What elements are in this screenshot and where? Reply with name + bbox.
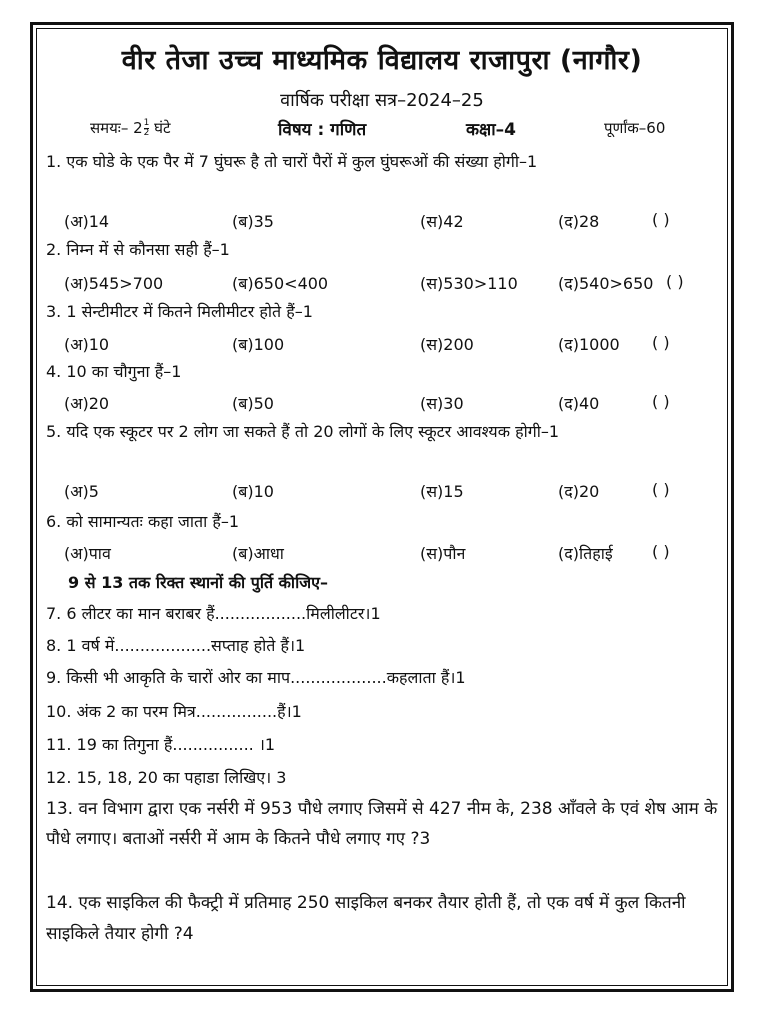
option-d: (द)28: [558, 212, 600, 231]
question-5: 5. यदि एक स्कूटर पर 2 लोग जा सकते हैं तो 20 लोगों के लिए स्कूटर आवश्यक होगी–1: [46, 422, 560, 441]
question-14: 14. एक साइकिल की फैक्ट्री में प्रतिमाह 250 साइकिल बनकर तैयार होती हैं, तो एक वर्ष में कुल कितनी साइकिले तैयार होगी ?4: [46, 893, 686, 944]
option-a: (अ)20: [64, 394, 110, 413]
question-6: 6. को सामान्यतः कहा जाता हैं–1: [46, 512, 240, 531]
fill-blanks-heading: 9 से 13 तक रिक्त स्थानों की पुर्ति कीजिए–: [68, 573, 328, 592]
option-c: (स)15: [420, 482, 464, 501]
option-b: (ब)100: [232, 335, 285, 354]
answer-bracket: ( ): [652, 542, 670, 561]
fill-question: 9. किसी भी आकृति के चारों ओर का माप...................कहलाता हैं।1: [46, 668, 466, 687]
fill-question: 8. 1 वर्ष में...................सप्ताह होते हैं।1: [46, 636, 306, 655]
option-b: (ब)50: [232, 394, 274, 413]
option-b: (ब)650<400: [232, 274, 329, 293]
option-b: (ब)35: [232, 212, 274, 231]
fill-question: 7. 6 लीटर का मान बराबर हैं..................मिलीलीटर।1: [46, 604, 381, 623]
answer-bracket: ( ): [666, 272, 684, 291]
fill-question: 10. अंक 2 का परम मित्र................हैं।1: [46, 702, 302, 721]
exam-session: वार्षिक परीक्षा सत्र–2024–25: [280, 90, 484, 111]
subject: विषय : गणित: [278, 120, 367, 140]
option-c: (स)200: [420, 335, 474, 354]
option-d: (द)20: [558, 482, 600, 501]
fill-question: 12. 15, 18, 20 का पहाडा लिखिए। 3: [46, 768, 287, 787]
option-c: (स)530>110: [420, 274, 518, 293]
option-a: (अ)पाव: [64, 544, 111, 563]
question-3: 3. 1 सेन्टीमीटर में कितने मिलीमीटर होते हैं–1: [46, 302, 313, 321]
option-d: (द)540>650: [558, 274, 654, 293]
total-marks: पूर्णांक–60: [604, 119, 666, 137]
answer-bracket: ( ): [652, 392, 670, 411]
school-title: वीर तेजा उच्च माध्यमिक विद्यालय राजापुरा (नागौर): [121, 45, 643, 76]
option-a: (अ)5: [64, 482, 99, 501]
option-a: (अ)14: [64, 212, 110, 231]
option-c: (स)पौन: [420, 544, 466, 563]
option-d: (द)तिहाई: [558, 544, 613, 563]
option-a: (अ)545>700: [64, 274, 164, 293]
answer-bracket: ( ): [652, 210, 670, 229]
fill-question: 11. 19 का तिगुना हैं................ ।1: [46, 735, 276, 754]
question-13: 13. वन विभाग द्वारा एक नर्सरी में 953 पौधे लगाए जिसमें से 427 नीम के, 238 आँवले के एवं शेष आम के पौधे लगाए। बताओं नर्सरी में आम के कितने पौधे लगाए गए ?3: [46, 799, 718, 849]
class: कक्षा–4: [466, 120, 516, 140]
option-c: (स)30: [420, 394, 464, 413]
time-fraction: $\frac{1}{2}$: [143, 118, 150, 138]
option-d: (द)1000: [558, 335, 620, 354]
option-d: (द)40: [558, 394, 600, 413]
option-a: (अ)10: [64, 335, 110, 354]
question-4: 4. 10 का चौगुना हैं–1: [46, 362, 182, 381]
answer-bracket: ( ): [652, 480, 670, 499]
answer-bracket: ( ): [652, 333, 670, 352]
question-1: 1. एक घोडे के एक पैर में 7 घुंघरू है तो चारों पैरों में कुल घुंघरूओं की संख्या होगी–1: [46, 152, 538, 171]
question-2: 2. निम्न में से कौनसा सही हैं–1: [46, 240, 230, 259]
option-c: (स)42: [420, 212, 464, 231]
option-b: (ब)10: [232, 482, 274, 501]
option-b: (ब)आधा: [232, 544, 284, 563]
time-info: समयः– 2 $\frac{1}{2}$ घंटे: [90, 118, 171, 138]
